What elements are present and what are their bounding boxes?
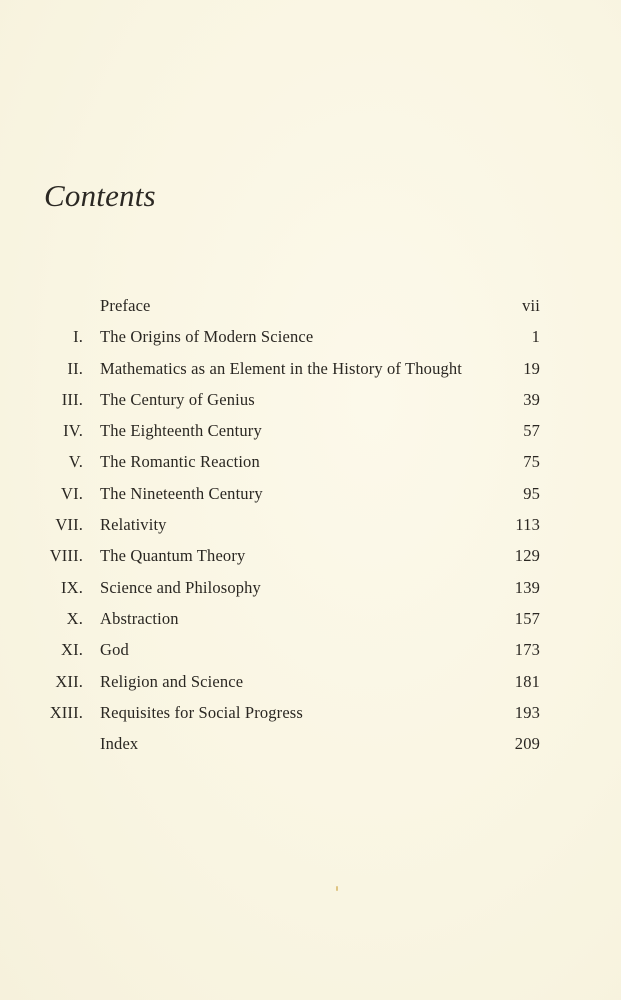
- chapter-number: IX.: [61, 577, 83, 597]
- toc-entry-chapter-11: [0, 634, 621, 665]
- page-number: 113: [515, 515, 540, 535]
- chapter-number: XII.: [55, 671, 83, 691]
- chapter-title: Mathematics as an Element in the History of Thought: [100, 358, 463, 378]
- page-number: 19: [523, 358, 540, 378]
- page-number: 1: [531, 327, 540, 347]
- paper-speck: [336, 886, 338, 891]
- page-number: 157: [514, 608, 540, 628]
- page-number: 193: [514, 702, 540, 722]
- chapter-title: The Romantic Reaction: [100, 452, 260, 472]
- toc-entry-chapter-6: [0, 478, 621, 509]
- toc-entry-chapter-8: [0, 540, 621, 571]
- page-number: 75: [523, 452, 540, 472]
- chapter-number: XI.: [61, 640, 83, 660]
- toc-entry-chapter-10: [0, 603, 621, 634]
- chapter-title: The Eighteenth Century: [100, 421, 262, 441]
- page-title: Contents: [44, 178, 156, 213]
- page-number: 57: [523, 421, 540, 441]
- chapter-number: III.: [61, 389, 83, 409]
- toc-entry-index: [0, 728, 621, 759]
- chapter-title: The Origins of Modern Science: [100, 327, 314, 347]
- chapter-title: Index: [100, 734, 139, 754]
- chapter-title: Requisites for Social Progress: [100, 702, 303, 722]
- chapter-number: I.: [73, 327, 83, 347]
- toc-entry-chapter-13: [0, 697, 621, 728]
- toc-entry-chapter-3: [0, 384, 621, 415]
- chapter-title: Preface: [100, 296, 151, 315]
- page-number: 209: [514, 734, 540, 754]
- toc-entry-chapter-9: [0, 572, 621, 603]
- chapter-number: IV.: [63, 421, 83, 441]
- page-number: 173: [514, 640, 540, 660]
- chapter-number: VII.: [55, 515, 83, 535]
- chapter-title: The Nineteenth Century: [100, 483, 263, 503]
- chapter-number: XIII.: [49, 702, 83, 722]
- chapter-title: Science and Philosophy: [100, 577, 261, 597]
- chapter-title: Abstraction: [100, 608, 179, 628]
- page-number: 39: [523, 389, 540, 409]
- table-of-contents: [0, 290, 621, 759]
- page-number: 129: [514, 546, 540, 566]
- toc-entry-chapter-4: [0, 415, 621, 446]
- page-number: vii: [522, 296, 540, 315]
- chapter-number: VIII.: [49, 546, 83, 566]
- chapter-number: II.: [67, 358, 83, 378]
- toc-entry-chapter-1: [0, 321, 621, 352]
- toc-entry-chapter-7: [0, 509, 621, 540]
- chapter-title: The Quantum Theory: [100, 546, 246, 566]
- chapter-title: The Century of Genius: [100, 389, 255, 409]
- toc-entry-chapter-2: [0, 353, 621, 384]
- chapter-number: V.: [68, 452, 83, 472]
- page-number: 139: [514, 577, 540, 597]
- chapter-number: X.: [66, 608, 83, 628]
- chapter-number: VI.: [61, 483, 83, 503]
- chapter-title: God: [100, 640, 129, 660]
- toc-entry-chapter-12: [0, 666, 621, 697]
- toc-entry-chapter-5: [0, 446, 621, 477]
- page-number: 95: [523, 483, 540, 503]
- chapter-title: Relativity: [100, 515, 167, 535]
- chapter-title: Religion and Science: [100, 671, 244, 691]
- toc-entry-preface: [0, 290, 621, 321]
- page-number: 181: [514, 671, 540, 691]
